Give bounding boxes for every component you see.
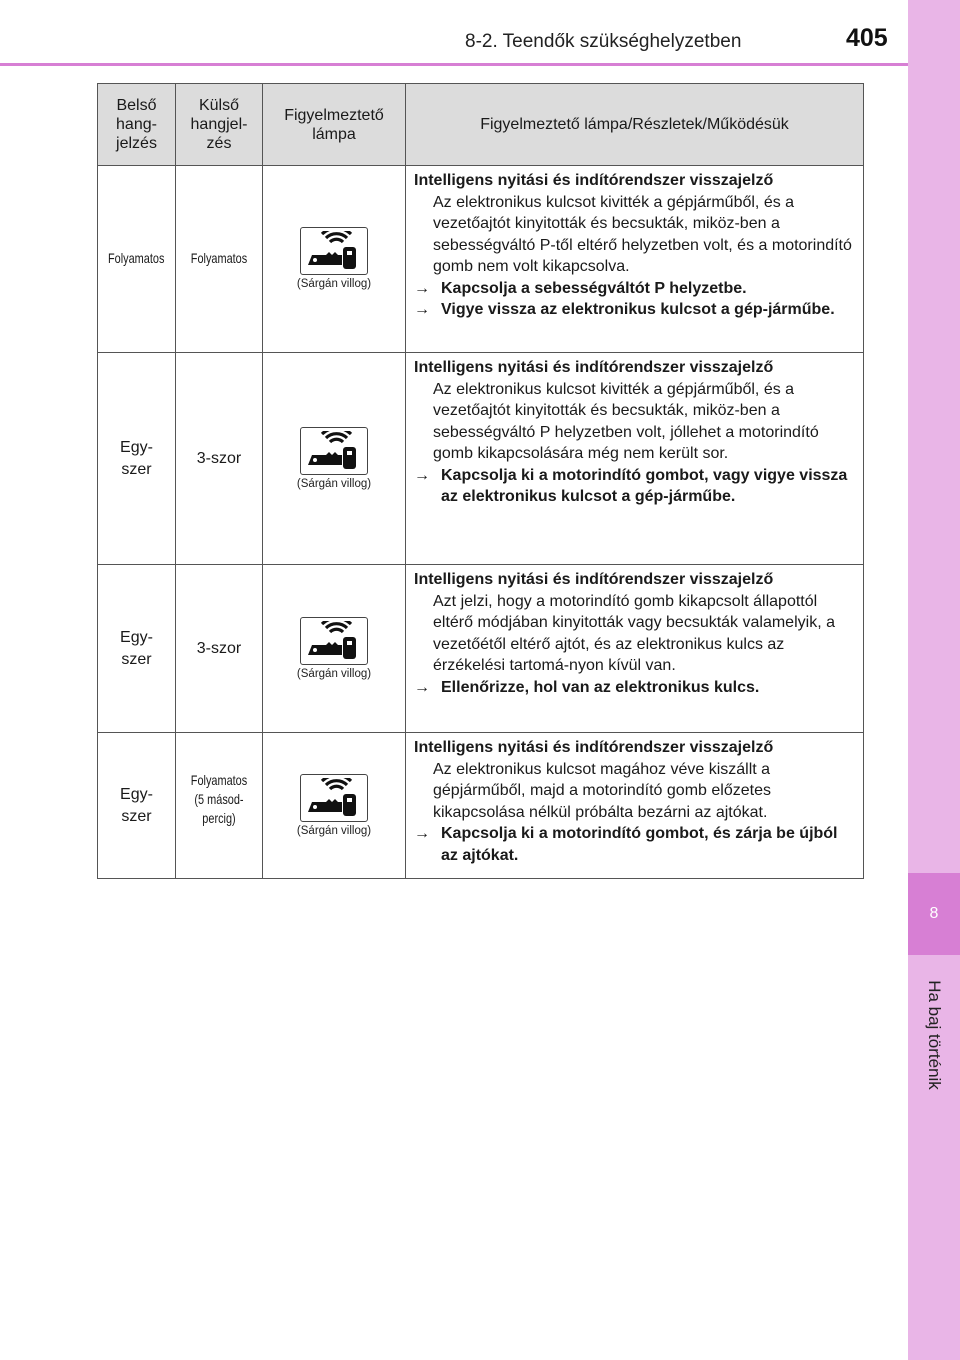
detail-description: Az elektronikus kulcsot kivitték a gépjárműből, és a vezetőajtót kinyitották és becsukták, miköz-ben a sebességváltó P helyzetben volt, jóllehet a motorindító gomb kikapcsolására még nem került sor. bbox=[433, 380, 819, 462]
warning-lamp-cell bbox=[263, 565, 406, 733]
side-tab bbox=[908, 0, 960, 1360]
detail-title: Intelligens nyitási és indítórendszer visszajelző bbox=[414, 172, 774, 189]
page-number: 405 bbox=[846, 24, 888, 52]
smart-key-icon bbox=[300, 227, 368, 275]
smart-key-icon bbox=[300, 427, 368, 475]
details-cell bbox=[406, 353, 864, 565]
warning-lamp-cell bbox=[263, 166, 406, 353]
table-row bbox=[98, 733, 864, 879]
detail-description: Azt jelzi, hogy a motorindító gomb kikapcsolt állapottól eltérő módjában kinyitották vagy becsukták valamelyik, a vezetőétől eltérő ajtót, és az elektronikus kulcs az érzékelési tartomá-nyon kívül van. bbox=[433, 592, 835, 674]
detail-title: Intelligens nyitási és indítórendszer visszajelző bbox=[414, 571, 774, 588]
inner-buzzer-cell bbox=[98, 353, 176, 565]
outer-buzzer-cell bbox=[176, 353, 263, 565]
outer-buzzer-cell bbox=[176, 733, 263, 879]
outer-buzzer-value: Folyamatos (5 másod-percig) bbox=[190, 772, 248, 826]
lamp-caption: (Sárgán villog) bbox=[296, 667, 372, 680]
inner-buzzer-cell bbox=[98, 166, 176, 353]
details-cell bbox=[406, 733, 864, 879]
table-header-row bbox=[98, 84, 864, 166]
detail-title: Intelligens nyitási és indítórendszer visszajelző bbox=[414, 359, 774, 376]
table-row bbox=[98, 166, 864, 353]
detail-action: → Kapcsolja ki a motorindító gombot, vagy vigye vissza az elektronikus kulcsot a gép-járműbe. bbox=[414, 466, 848, 505]
arrow-right-icon: → bbox=[414, 466, 430, 484]
column-header-warning-lamp: Figyelmeztető lámpa bbox=[263, 84, 406, 166]
table-row bbox=[98, 353, 864, 565]
smart-key-icon bbox=[300, 774, 368, 822]
header-rule bbox=[0, 63, 908, 66]
chapter-number: 8 bbox=[908, 873, 960, 955]
inner-buzzer-value: Egy-szer bbox=[120, 786, 153, 825]
inner-buzzer-value: Folyamatos bbox=[108, 250, 165, 267]
arrow-right-icon: → bbox=[414, 279, 430, 297]
outer-buzzer-value: 3-szor bbox=[196, 449, 242, 467]
inner-buzzer-value: Egy-szer bbox=[120, 629, 153, 668]
warning-lamp-cell bbox=[263, 733, 406, 879]
lamp-caption: (Sárgán villog) bbox=[296, 278, 372, 290]
table-row bbox=[98, 565, 864, 733]
arrow-right-icon: → bbox=[414, 678, 430, 696]
detail-title: Intelligens nyitási és indítórendszer visszajelző bbox=[414, 739, 774, 756]
warning-table bbox=[97, 83, 864, 879]
detail-description: Az elektronikus kulcsot kivitték a gépjárműből, és a vezetőajtót kinyitották és becsukták, miköz-ben a sebességváltó P-től eltérő helyzetben volt, és a motorindító gomb nem volt kikapcsolva. bbox=[433, 193, 852, 275]
column-header-details: Figyelmeztető lámpa/Részletek/Működésük bbox=[406, 84, 864, 166]
details-cell bbox=[406, 166, 864, 353]
inner-buzzer-cell bbox=[98, 565, 176, 733]
section-title: 8-2. Teendők szükséghelyzetben bbox=[465, 31, 742, 52]
detail-action: → Ellenőrizze, hol van az elektronikus kulcs. bbox=[414, 677, 855, 699]
lamp-caption: (Sárgán villog) bbox=[296, 824, 372, 837]
outer-buzzer-cell bbox=[176, 166, 263, 353]
outer-buzzer-value: Folyamatos bbox=[190, 250, 248, 267]
inner-buzzer-cell bbox=[98, 733, 176, 879]
detail-action: → Kapcsolja a sebességváltót P helyzetbe. bbox=[414, 278, 855, 300]
column-header-inner-buzzer: Belső hang-jelzés bbox=[98, 84, 176, 166]
outer-buzzer-value: 3-szor bbox=[196, 639, 242, 657]
details-cell bbox=[406, 565, 864, 733]
chapter-label: Ha baj történik bbox=[925, 980, 944, 1090]
outer-buzzer-cell bbox=[176, 565, 263, 733]
detail-description: Az elektronikus kulcsot magához véve kiszállt a gépjárműből, majd a motorindító gomb előzetes kikapcsolása nélkül próbálta bezárni az ajtókat. bbox=[433, 760, 771, 821]
arrow-right-icon: → bbox=[414, 825, 430, 842]
detail-action: → Vigye vissza az elektronikus kulcsot a gép-járműbe. bbox=[414, 299, 855, 321]
lamp-caption: (Sárgán villog) bbox=[296, 477, 372, 490]
warning-lamp-cell bbox=[263, 353, 406, 565]
column-header-outer-buzzer: Külső hangjel-zés bbox=[176, 84, 263, 166]
inner-buzzer-value: Egy-szer bbox=[120, 439, 153, 478]
detail-action: → Kapcsolja ki a motorindító gombot, és zárja be újból az ajtókat. bbox=[414, 825, 838, 864]
smart-key-icon bbox=[300, 617, 368, 665]
arrow-right-icon: → bbox=[414, 301, 430, 318]
